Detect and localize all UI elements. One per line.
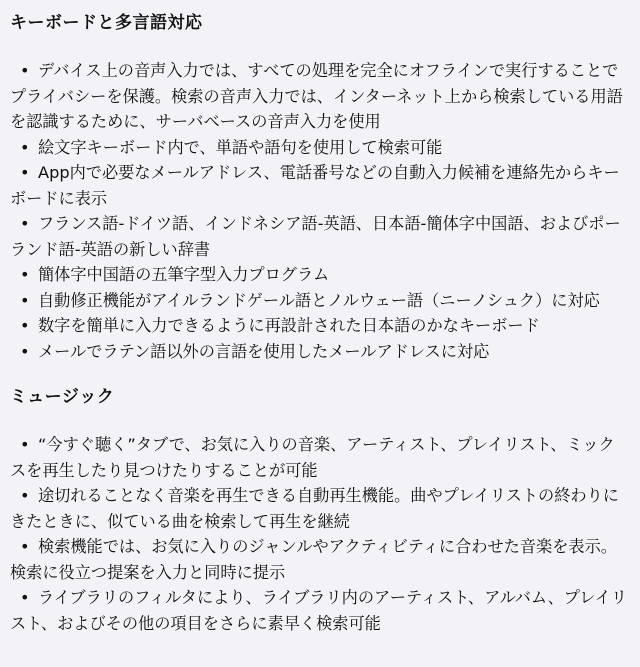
bullet-icon: • xyxy=(20,137,30,157)
music-feature-list xyxy=(10,432,630,636)
bullet-icon: • xyxy=(20,265,30,284)
keyboard-feature-list xyxy=(10,58,630,364)
bullet-icon: • xyxy=(20,163,30,182)
bullet-icon: • xyxy=(20,290,30,310)
list-item: • デバイス上の音声入力では、すべての処理を完全にオフラインで実行することでプライバシーを保護。検索の音声入力では、インターネット上から検索している用語を認識するために、サーバベースの音声入力を使用 xyxy=(10,58,630,135)
list-item: • “今すぐ聴く”タブで、お気に入りの音楽、アーティスト、プレイリスト、ミックスを再生したり見つけたりすることが可能 xyxy=(10,432,630,483)
bullet-icon: • xyxy=(20,316,30,335)
list-item: • 簡体字中国語の五筆字型入力プログラム xyxy=(10,262,630,288)
bullet-icon: • xyxy=(20,61,30,80)
list-item: • App内で必要なメールアドレス、電話番号などの自動入力候補を連絡先からキーボードに表示 xyxy=(10,160,630,211)
section-title-music: ミュージック xyxy=(10,387,115,407)
list-item: • 検索機能では、お気に入りのジャンルやアクティビティに合わせた音楽を表示。検索に役立つ提案を入力と同時に提示 xyxy=(10,534,630,585)
bullet-icon: • xyxy=(20,341,30,361)
list-item: • 途切れることなく音楽を再生できる自動再生機能。曲やプレイリストの終わりにきたときに、似ている曲を検索して再生を継続 xyxy=(10,483,630,534)
bullet-icon: • xyxy=(20,486,30,505)
bullet-icon: • xyxy=(20,537,30,556)
list-item: • 絵文字キーボード内で、単語や語句を使用して検索可能 xyxy=(10,135,630,161)
list-item: • 数字を簡単に入力できるように再設計された日本語のかなキーボード xyxy=(10,313,630,339)
bullet-icon: • xyxy=(20,588,30,607)
list-item: • メールでラテン語以外の言語を使用したメールアドレスに対応 xyxy=(10,339,630,365)
bullet-icon: • xyxy=(20,214,30,233)
section-title-keyboard: キーボードと多言語対応 xyxy=(10,13,203,33)
list-item: • ライブラリのフィルタにより、ライブラリ内のアーティスト、アルバム、プレイリスト、およびその他の項目をさらに素早く検索可能 xyxy=(10,585,630,636)
list-item: • フランス語-ドイツ語、インドネシア語-英語、日本語-簡体字中国語、およびポーランド語-英語の新しい辞書 xyxy=(10,211,630,262)
list-item: • 自動修正機能がアイルランドゲール語とノルウェー語（ニーノシュク）に対応 xyxy=(10,288,630,314)
bullet-icon: • xyxy=(20,435,30,454)
